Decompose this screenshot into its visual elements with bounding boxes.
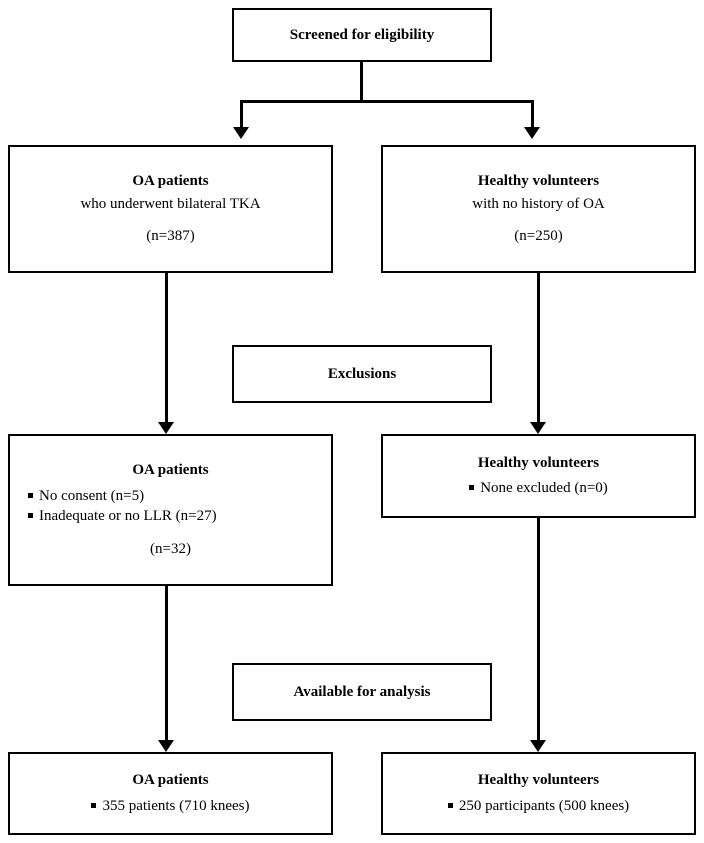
arrowhead-left-branch	[233, 127, 249, 139]
connector-hv-to-final	[537, 518, 540, 743]
connector-hv-to-excluded	[537, 273, 540, 425]
connector-oa-to-final	[165, 586, 168, 743]
arrowhead-right-branch	[524, 127, 540, 139]
bullet-square-icon	[469, 485, 474, 490]
connector-split-horizontal	[240, 100, 534, 103]
list-item	[448, 796, 629, 816]
node-title: Screened for eligibility	[289, 26, 435, 43]
node-available-for-analysis-label	[232, 663, 492, 721]
arrowhead-oa-final	[158, 740, 174, 752]
node-title: Exclusions	[327, 365, 397, 382]
node-title: Healthy volunteers	[477, 772, 600, 788]
bullet-square-icon	[28, 493, 33, 498]
node-title: OA patients	[132, 462, 209, 478]
arrowhead-hv-excluded	[530, 422, 546, 434]
list-item-label: 250 participants (500 knees)	[458, 797, 630, 814]
node-title: Healthy volunteers	[477, 454, 600, 471]
node-count: (n=32)	[150, 541, 191, 558]
bullet-square-icon	[448, 803, 453, 808]
node-count: (n=387)	[146, 228, 195, 245]
node-bullet-list	[448, 796, 629, 816]
node-healthy-volunteers-initial	[381, 145, 696, 273]
arrowhead-hv-final	[530, 740, 546, 752]
node-screened-for-eligibility	[232, 8, 492, 62]
node-subtitle: with no history of OA	[472, 195, 605, 212]
list-item	[91, 796, 249, 816]
list-item	[28, 506, 217, 526]
node-healthy-volunteers-excluded	[381, 434, 696, 518]
bullet-square-icon	[28, 513, 33, 518]
bullet-square-icon	[91, 803, 96, 808]
arrowhead-oa-excluded	[158, 422, 174, 434]
connector-right-branch	[531, 100, 534, 130]
connector-oa-to-excluded	[165, 273, 168, 425]
list-item-label: Inadequate or no LLR (n=27)	[39, 508, 217, 524]
node-title: OA patients	[132, 772, 209, 788]
node-exclusions-label	[232, 345, 492, 403]
node-title: OA patients	[132, 172, 209, 189]
node-title: Healthy volunteers	[477, 172, 600, 189]
node-oa-patients-final	[8, 752, 333, 835]
connector-left-branch	[240, 100, 243, 130]
node-healthy-volunteers-final	[381, 752, 696, 835]
node-bullet-list	[91, 796, 249, 816]
list-item-label: None excluded (n=0)	[480, 480, 608, 497]
node-oa-patients-initial	[8, 145, 333, 273]
node-title: Available for analysis	[293, 683, 431, 700]
node-oa-patients-excluded	[8, 434, 333, 586]
list-item	[28, 486, 217, 506]
list-item-label: 355 patients (710 knees)	[102, 797, 250, 814]
connector-screened-stem	[360, 62, 363, 102]
list-item-label: No consent (n=5)	[39, 487, 145, 504]
node-bullet-list	[10, 486, 217, 527]
node-count: (n=250)	[514, 228, 563, 245]
list-item	[469, 478, 608, 498]
node-bullet-list	[469, 478, 608, 498]
node-subtitle: who underwent bilateral TKA	[80, 195, 261, 212]
